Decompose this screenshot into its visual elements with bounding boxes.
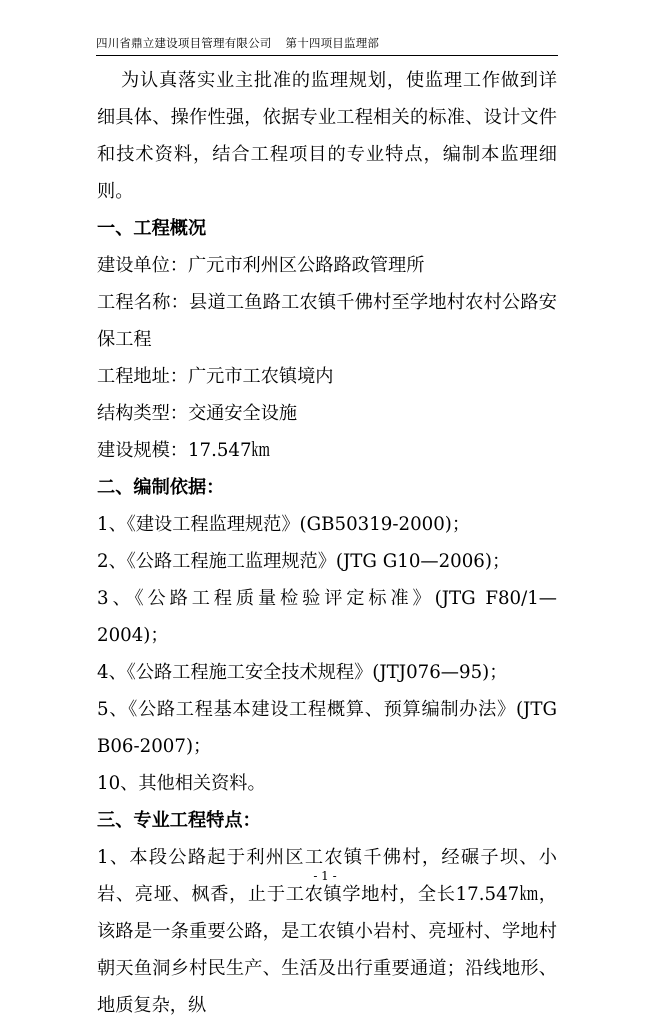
header-company: 四川省鼎立建设项目管理有限公司 [96, 36, 272, 50]
section-heading-features: 三、专业工程特点： [97, 810, 261, 831]
overview-line-client: 建设单位：广元市利州区公路路政管理所 [97, 255, 425, 276]
basis-item: 3、《公路工程质量检验评定标准》(JTG F80/1—2004)； [97, 588, 557, 646]
basis-item: 10、其他相关资料。 [97, 773, 266, 794]
section-heading-overview: 一、工程概况 [97, 218, 207, 239]
overview-line-project-name: 工程名称：县道工鱼路工农镇千佛村至学地村农村公路安保工程 [97, 292, 557, 350]
page-header [96, 35, 379, 51]
header-divider [96, 55, 558, 56]
page-number: - 1 - [313, 869, 337, 883]
overview-line-address: 工程地址：广元市工农镇境内 [97, 366, 334, 387]
overview-line-structure: 结构类型：交通安全设施 [97, 403, 298, 424]
section-heading-basis: 二、编制依据： [97, 477, 225, 498]
features-paragraph: 1、本段公路起于利州区工农镇千佛村，经碾子坝、小岩、亮垭、枫香，止于工农镇学地村，全长17.547㎞，该路是一条重要公路，是工农镇小岩村、亮垭村、学地村朝天鱼洞乡村民生产、生活及出行重要通道；沿线地形、地质复杂，纵 [97, 847, 557, 1016]
basis-item: 4、《公路工程施工安全技术规程》(JTJ076—95)； [97, 662, 508, 683]
header-department: 第十四项目监理部 [285, 36, 380, 50]
intro-paragraph: 为认真落实业主批准的监理规划，使监理工作做到详细具体、操作性强，依据专业工程相关的标准、设计文件和技术资料，结合工程项目的专业特点，编制本监理细则。 [97, 70, 557, 202]
overview-line-scale: 建设规模：17.547㎞ [97, 440, 270, 461]
basis-item: 2、《公路工程施工监理规范》(JTG G10—2006)； [97, 551, 511, 572]
basis-item: 1、《建设工程监理规范》(GB50319-2000)； [97, 514, 471, 535]
basis-item: 5、《公路工程基本建设工程概算、预算编制办法》(JTG B06-2007)； [97, 699, 557, 757]
